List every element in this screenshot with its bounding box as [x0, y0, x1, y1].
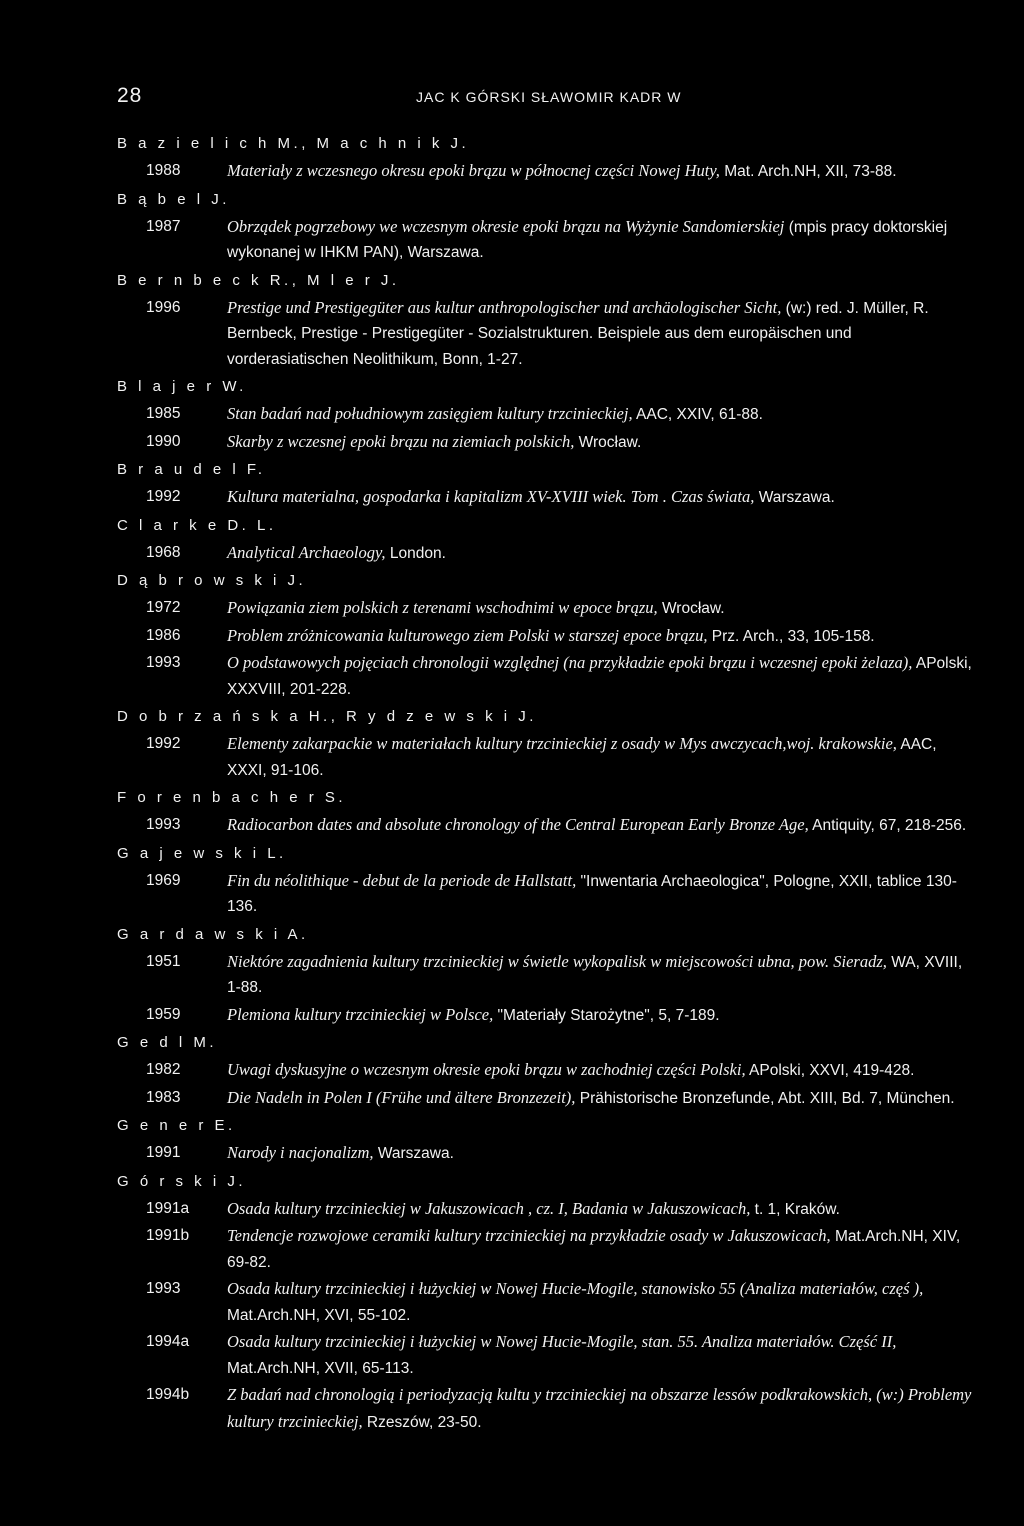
entry-text: [227, 158, 977, 185]
entry-year: 1992: [146, 488, 181, 505]
entry-year: 1968: [146, 543, 181, 561]
entry-publication-details: London.: [385, 544, 446, 562]
entry-text: [227, 295, 977, 373]
bibliography-author: G a j e w s k i L.: [117, 844, 287, 862]
bibliography-author: F o r e n b a c h e r S.: [117, 789, 347, 806]
entry-title: Skarby z wczesnej epoki brązu na ziemiach polskich,: [227, 431, 575, 451]
bibliography-entry: [117, 949, 977, 1001]
bibliography-entry: [117, 295, 977, 373]
bibliography-entry: [117, 595, 977, 622]
entry-year: 1993: [146, 654, 181, 671]
entry-title: Die Nadeln in Polen I (Frühe und ältere Bronzezeit),: [227, 1087, 576, 1107]
entry-text: [227, 812, 977, 839]
bibliography-entry: [117, 1276, 977, 1328]
entry-text: [227, 1057, 977, 1084]
entry-publication-details: Warszawa.: [373, 1145, 454, 1162]
bibliography-entry: [117, 401, 977, 428]
entry-publication-details: Prz. Arch., 33, 105-158.: [707, 627, 875, 645]
entry-title: Tendencje rozwojowe ceramiki kultury trzcinieckiej na przykładzie osady w Jakuszowicach,: [227, 1226, 831, 1245]
entry-text: [227, 1140, 977, 1167]
entry-year: 1996: [146, 298, 181, 316]
entry-publication-details: Antiquity, 67, 218-256.: [808, 817, 967, 834]
entry-text: [227, 1329, 977, 1381]
bibliography-author: B e r n b e c k R., M l e r J.: [117, 271, 400, 289]
entry-year: 1993: [146, 816, 181, 833]
entry-text: [227, 429, 977, 456]
entry-publication-details: (mpis pracy doktorskiej wykonanej w IHKM PAN), Warszawa.: [227, 218, 948, 261]
bibliography-entry: [117, 540, 977, 567]
entry-publication-details: Rzeszów, 23-50.: [362, 1413, 482, 1431]
entry-text: [227, 595, 977, 622]
entry-title: Osada kultury trzcinieckiej i łużyckiej w Nowej Hucie-Mogile, stan. 55. Analiza materiałów. Część II,: [227, 1332, 897, 1351]
entry-text: [227, 731, 977, 783]
entry-year: 1991a: [146, 1199, 190, 1217]
entry-text: [227, 949, 977, 1001]
entry-year: 1992: [146, 735, 181, 752]
entry-title: Osada kultury trzcinieckiej w Jakuszowicach , cz. I, Badania w Jakuszowicach,: [227, 1198, 751, 1218]
entry-year: 1959: [146, 1005, 181, 1023]
bibliography-author: B l a j e r W.: [117, 378, 247, 395]
entry-title: Obrządek pogrzebowy we wczesnym okresie epoki brązu na Wyżynie Sandomierskiej: [227, 216, 785, 236]
entry-title: Niektóre zagadnienia kultury trzcinieckiej w świetle wykopalisk w miejscowości ubna, pow. Sieradz,: [227, 951, 887, 971]
bibliography-author: G a r d a w s k i A.: [117, 925, 309, 943]
entry-title: O podstawowych pojęciach chronologii względnej (na przykładzie epoki brązu i wczesnej epoki żelaza),: [227, 653, 913, 672]
page-number: 28: [117, 84, 143, 107]
entry-publication-details: AAC, XXXI, 91-106.: [227, 736, 937, 779]
entry-year: 1993: [146, 1280, 181, 1297]
entry-publication-details: Prähistorische Bronzefunde, Abt. XIII, Bd. 7, München.: [575, 1089, 955, 1107]
entry-publication-details: APolski, XXXVIII, 201-228.: [227, 655, 972, 698]
bibliography-entry: [117, 812, 977, 839]
entry-publication-details: t. 1, Kraków.: [750, 1200, 840, 1218]
entry-title: Radiocarbon dates and absolute chronology of the Central European Early Bronze Age,: [227, 815, 809, 834]
entry-year: 1986: [146, 626, 181, 644]
entry-publication-details: Mat. Arch.NH, XII, 73-88.: [719, 163, 897, 180]
entry-title: Powiązania ziem polskich z terenami wschodnimi w epoce brązu,: [227, 598, 658, 617]
entry-title: Elementy zakarpackie w materiałach kultury trzcinieckiej z osady w Mys awczycach,woj. krakowskie,: [227, 734, 897, 753]
entry-title: Analytical Archaeology,: [227, 542, 386, 562]
entry-text: [227, 1085, 977, 1112]
bibliography-author: D ą b r o w s k i J.: [117, 572, 307, 589]
running-head: JAC K GÓRSKI SŁAWOMIR KADR W: [416, 89, 682, 105]
bibliography-entry: [117, 650, 977, 702]
entry-publication-details: "Materiały Starożytne", 5, 7-189.: [493, 1006, 720, 1024]
bibliography-author: D o b r z a ń s k a H., R y d z e w s k i J.: [117, 708, 537, 725]
entry-title: Uwagi dyskusyjne o wczesnym okresie epoki brązu w zachodniej części Polski,: [227, 1060, 746, 1079]
bibliography-entry: [117, 731, 977, 783]
entry-title: Osada kultury trzcinieckiej i łużyckiej w Nowej Hucie-Mogile, stanowisko 55 (Analiza materiałów, częś ),: [227, 1279, 924, 1298]
entry-publication-details: Mat.Arch.NH, XIV, 69-82.: [227, 1228, 961, 1271]
bibliography-entry: [117, 214, 977, 266]
bibliography-entry: [117, 1057, 977, 1084]
bibliography-entry: [117, 484, 977, 511]
bibliography-list: [117, 129, 977, 1436]
entry-title: Z badań nad chronologią i periodyzacją kultu y trzcinieckiej na obszarze lessów podkrakowskich, (w:) Problemy kultury trzcinieckiej,: [227, 1385, 972, 1431]
entry-publication-details: APolski, XXVI, 419-428.: [745, 1062, 915, 1079]
bibliography-entry: [117, 1140, 977, 1167]
bibliography-entry: [117, 1085, 977, 1112]
entry-text: [227, 540, 977, 567]
entry-title: Plemiona kultury trzcinieckiej w Polsce,: [227, 1004, 494, 1024]
bibliography-entry: [117, 1002, 977, 1029]
bibliography-author: G e n e r E.: [117, 1117, 236, 1134]
entry-text: [227, 1276, 977, 1328]
entry-text: [227, 1223, 977, 1275]
bibliography-entry: [117, 868, 977, 920]
bibliography-entry: [117, 623, 977, 650]
entry-year: 1994b: [146, 1386, 190, 1403]
bibliography-author: G ó r s k i J.: [117, 1172, 247, 1190]
bibliography-entry: [117, 1382, 977, 1435]
entry-title: Problem zróżnicowania kulturowego ziem Polski w starszej epoce brązu,: [227, 625, 708, 645]
entry-publication-details: Mat.Arch.NH, XVI, 55-102.: [227, 1306, 411, 1324]
entry-year: 1983: [146, 1088, 181, 1106]
entry-year: 1994a: [146, 1333, 190, 1350]
entry-publication-details: Warszawa.: [754, 489, 835, 506]
entry-text: [227, 1196, 977, 1223]
bibliography-author: B ą b e l J.: [117, 190, 230, 208]
entry-text: [227, 650, 977, 702]
entry-year: 1972: [146, 599, 181, 616]
entry-year: 1982: [146, 1061, 181, 1078]
entry-text: [227, 868, 977, 920]
entry-title: Materiały z wczesnego okresu epoki brązu w północnej części Nowej Huty,: [227, 161, 720, 180]
entry-publication-details: WA, XVIII, 1-88.: [227, 953, 963, 996]
bibliography-author: B a z i e l i c h M., M a c h n i k J.: [117, 135, 470, 152]
entry-text: [227, 484, 977, 511]
entry-title: Stan badań nad południowym zasięgiem kultury trzcinieckiej,: [227, 404, 633, 423]
entry-publication-details: Wrocław.: [574, 433, 642, 451]
bibliography-entry: [117, 429, 977, 456]
entry-title: Narody i nacjonalizm,: [227, 1143, 374, 1162]
entry-year: 1987: [146, 217, 181, 235]
bibliography-entry: [117, 1196, 977, 1223]
bibliography-author: B r a u d e l F.: [117, 461, 266, 478]
entry-publication-details: (w:) red. J. Müller, R. Bernbeck, Prestige - Prestigegüter - Sozialstrukturen. Beispiele aus dem europäischen und vorderasiatischen Neolithikum, Bonn, 1-27.: [227, 299, 929, 368]
entry-year: 1991b: [146, 1227, 190, 1244]
entry-text: [227, 1002, 977, 1029]
bibliography-entry: [117, 1329, 977, 1381]
entry-publication-details: "Inwentaria Archaeologica", Pologne, XXII, tablice 130-136.: [227, 872, 957, 915]
entry-publication-details: Mat.Arch.NH, XVII, 65-113.: [227, 1359, 414, 1377]
entry-title: Prestige und Prestigegüter aus kultur anthropologischer und archäologischer Sicht,: [227, 297, 782, 317]
entry-text: [227, 623, 977, 650]
entry-text: [227, 401, 977, 428]
entry-year: 1985: [146, 405, 181, 422]
entry-publication-details: AAC, XXIV, 61-88.: [632, 406, 763, 423]
bibliography-entry: [117, 1223, 977, 1275]
bibliography-author: C l a r k e D. L.: [117, 516, 277, 534]
entry-year: 1988: [146, 162, 181, 179]
entry-text: [227, 214, 977, 266]
entry-title: Fin du néolithique - debut de la periode de Hallstatt,: [227, 870, 577, 890]
entry-year: 1969: [146, 871, 181, 889]
entry-year: 1951: [146, 952, 181, 970]
bibliography-author: G e d l M.: [117, 1034, 218, 1051]
entry-year: 1990: [146, 432, 181, 450]
entry-title: Kultura materialna, gospodarka i kapitalizm XV-XVIII wiek. Tom . Czas świata,: [227, 487, 755, 506]
entry-text: [227, 1382, 977, 1435]
entry-year: 1991: [146, 1144, 181, 1161]
bibliography-entry: [117, 158, 977, 185]
entry-publication-details: Wrocław.: [657, 600, 725, 617]
